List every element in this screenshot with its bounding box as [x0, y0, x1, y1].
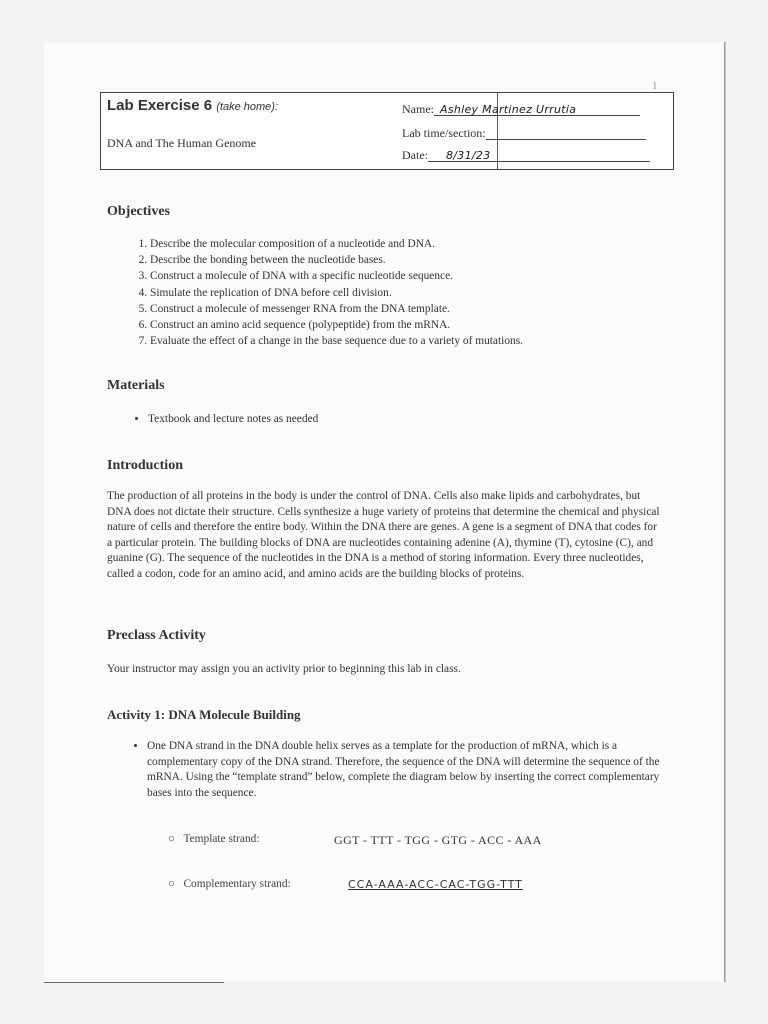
- objective-item: 7. Evaluate the effect of a change in the base sequence due to a variety of mutations.: [150, 333, 670, 349]
- objectives-list: [128, 236, 670, 349]
- date-label: Date:: [402, 148, 428, 162]
- introduction-paragraph: The production of all proteins in the body is under the control of DNA. Cells also make lipids and carbohydrates, but DNA does not dictate their structure. Cells synthesize a huge variety of proteins that determine the chemical and physical nature of cells and therefore the entire body. Within the DNA there are genes. A gene is a segment of DNA that codes for a particular protein. The building blocks of DNA are nucleotides containing adenine (A), thymine (T), cytosine (C), and guanine (G). The sequence of the nucleotides in the DNA is a method of storing information. Every three nucleotides, called a codon, code for an amino acid, and amino acids are the building blocks of proteins.: [107, 490, 660, 580]
- activity1-instruction: • One DNA strand in the DNA double helix serves as a template for the production of mRNA, which is a complementary copy of the DNA strand. Therefore, the sequence of the DNA will determine the sequence of the mRNA. Using the “template strand” below, complete the diagram below by inserting the correct complementary bases into the sequence.: [147, 739, 682, 801]
- complementary-strand-value[interactable]: CCA-AAA-ACC-CAC-TGG-TTT: [348, 878, 523, 891]
- materials-item: • Textbook and lecture notes as needed: [148, 412, 318, 428]
- template-strand-value: GGT - TTT - TGG - GTG - ACC - AAA: [334, 833, 542, 847]
- activity1-list: [127, 739, 682, 801]
- preclass-heading: Preclass Activity: [107, 628, 206, 643]
- objective-item: 5. Construct a molecule of messenger RNA from the DNA template.: [150, 301, 670, 317]
- template-strand-label: ○ Template strand:: [168, 833, 260, 845]
- lab-title-note: (take home):: [216, 101, 278, 113]
- objective-item: 2. Describe the bonding between the nucleotide bases.: [150, 252, 670, 268]
- date-value[interactable]: 8/31/23: [446, 149, 491, 162]
- lab-title: [107, 97, 278, 114]
- objective-item: 1. Describe the molecular composition of a nucleotide and DNA.: [150, 236, 670, 252]
- lab-time-label: Lab time/section:: [402, 126, 486, 140]
- template-strand-label-text: Template strand:: [183, 833, 260, 845]
- date-field: [402, 148, 650, 163]
- activity1-heading: Activity 1: DNA Molecule Building: [107, 707, 301, 722]
- introduction-heading: Introduction: [107, 458, 183, 473]
- complementary-strand-label-text: Complementary strand:: [183, 878, 291, 890]
- page-number: 1: [652, 80, 658, 92]
- materials-list: [128, 412, 318, 428]
- objectives-heading: Objectives: [107, 204, 170, 219]
- lab-title-text: Lab Exercise 6: [107, 97, 213, 114]
- preclass-paragraph: Your instructor may assign you an activity prior to beginning this lab in class.: [107, 663, 461, 675]
- objective-item: 3. Construct a molecule of DNA with a specific nucleotide sequence.: [150, 268, 670, 284]
- bottom-edge-line: [44, 982, 224, 983]
- objective-item: 6. Construct an amino acid sequence (polypeptide) from the mRNA.: [150, 317, 670, 333]
- objective-item: 4. Simulate the replication of DNA before cell division.: [150, 285, 670, 301]
- lab-time-value[interactable]: [486, 127, 492, 140]
- name-label: Name:: [402, 102, 434, 116]
- materials-heading: Materials: [107, 378, 165, 393]
- lab-subtitle: DNA and The Human Genome: [107, 136, 257, 150]
- name-value[interactable]: Ashley Martinez Urrutia: [440, 103, 577, 116]
- lab-time-field: [402, 126, 646, 141]
- complementary-strand-label: ○ Complementary strand:: [168, 878, 291, 890]
- name-field: [402, 102, 640, 117]
